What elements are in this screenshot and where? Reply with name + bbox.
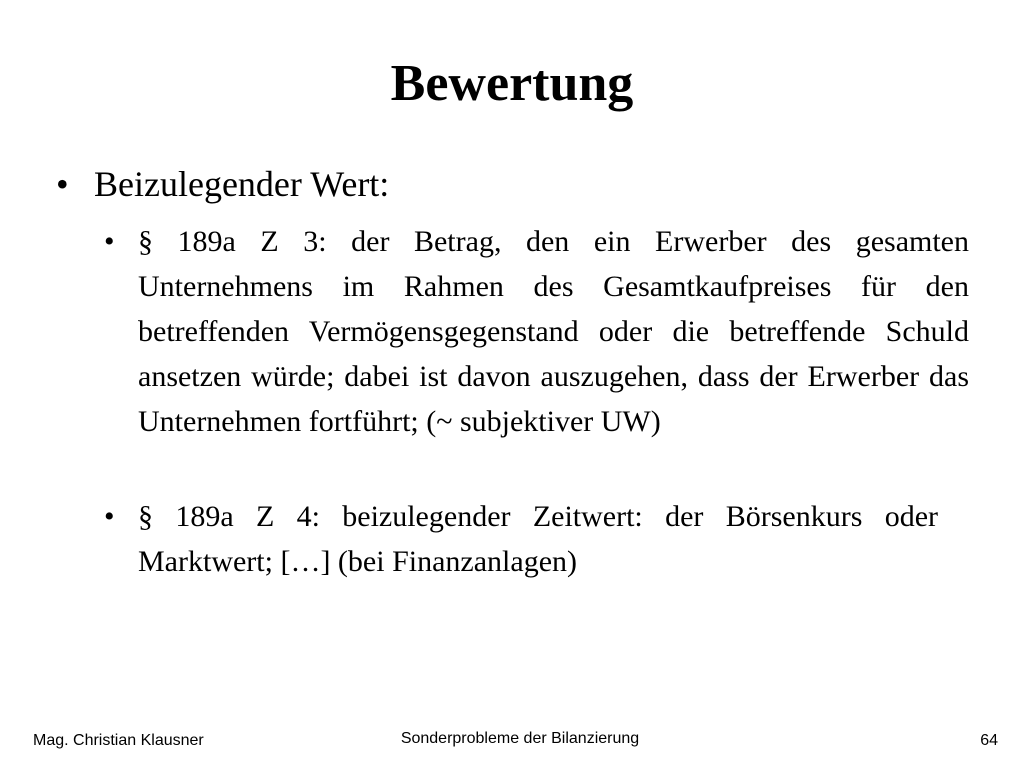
sub-bullet-z3 <box>104 219 969 444</box>
bullet-marker: • <box>104 225 115 258</box>
bullet-text: Beizulegender Wert: <box>94 164 390 204</box>
footer-page-number: 64 <box>980 732 998 749</box>
bullet-level-1 <box>56 162 389 206</box>
footer-author: Mag. Christian Klausner <box>33 732 204 749</box>
bullet-marker: • <box>56 164 69 204</box>
sub-bullet-text: § 189a Z 3: der Betrag, den ein Erwerber des gesamten Unternehmens im Rahmen des Gesamtkaufpreises für den betreffenden Vermögensgegenstand oder die betreffende Schuld ansetzen würde; dabei ist davon auszugehen, dass der Erwerber das Unternehmen fortführt; (~ subjektiver UW) <box>138 225 969 438</box>
footer-topic: Sonderprobleme der Bilanzierung <box>400 730 640 747</box>
sub-bullet-z4 <box>104 494 938 584</box>
slide-title: Bewertung <box>390 55 634 112</box>
sub-bullet-text: § 189a Z 4: beizulegender Zeitwert: der Börsenkurs oder Marktwert; […] (bei Finanzanlagen) <box>138 500 938 578</box>
bullet-marker: • <box>104 500 115 533</box>
